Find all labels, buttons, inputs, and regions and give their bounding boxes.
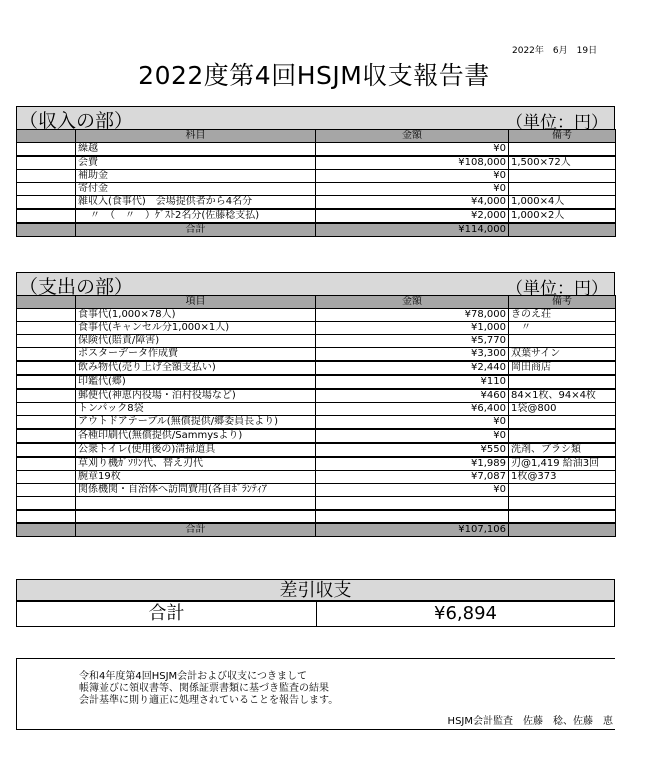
audit-line: 帳簿並びに領収書等、関係証票書類に基づき監査の結果 xyxy=(79,683,329,694)
amount-cell: ¥6,400 xyxy=(316,403,509,416)
balance-row xyxy=(17,602,614,626)
total-amount: ¥114,000 xyxy=(316,223,509,237)
item-cell: トンパック8袋 xyxy=(76,403,316,416)
item-cell: 公衆トイレ(使用後の)清掃道具 xyxy=(76,443,316,457)
expense-section-header xyxy=(16,272,615,299)
note-cell xyxy=(509,416,616,430)
income-section xyxy=(16,106,615,237)
total-label: 合計 xyxy=(76,523,316,537)
amount-cell: ¥0 xyxy=(316,183,509,196)
amount-cell: ¥1,000 xyxy=(316,322,509,335)
balance-amount: ¥6,894 xyxy=(434,603,497,624)
item-cell: 繰越 xyxy=(76,143,316,157)
item-cell: 食事代(1,000×78人) xyxy=(76,309,316,322)
item-cell: 雑収入(食事代) 会場提供者から4名分 xyxy=(76,196,316,210)
expense-section-title: （支出の部） xyxy=(19,276,134,298)
note-cell xyxy=(509,510,616,523)
note-cell xyxy=(509,375,616,389)
note-cell: 1,500×72人 xyxy=(509,156,616,170)
amount-cell xyxy=(316,497,509,510)
income-total-row xyxy=(17,223,616,237)
item-cell: 飲み物代(売り上げ全額支払い) xyxy=(76,361,316,375)
table-row xyxy=(17,143,616,157)
item-cell xyxy=(76,510,316,523)
table-row xyxy=(17,403,616,416)
audit-note xyxy=(16,658,615,730)
amount-cell: ¥0 xyxy=(316,416,509,430)
balance-label: 合計 xyxy=(17,602,317,626)
note-cell xyxy=(509,335,616,348)
report-date: 2022年 6月 19日 xyxy=(512,46,598,56)
income-section-title: （収入の部） xyxy=(19,110,134,132)
amount-cell: ¥5,770 xyxy=(316,335,509,348)
amount-cell: ¥4,000 xyxy=(316,196,509,210)
amount-cell: ¥1,989 xyxy=(316,457,509,471)
total-amount: ¥107,106 xyxy=(316,523,509,537)
amount-cell: ¥0 xyxy=(316,429,509,443)
amount-cell: ¥0 xyxy=(316,484,509,497)
table-row xyxy=(17,183,616,196)
table-row xyxy=(17,429,616,443)
amount-cell xyxy=(316,510,509,523)
note-cell: 1枚@373 xyxy=(509,471,616,484)
table-row xyxy=(17,484,616,497)
note-cell xyxy=(509,497,616,510)
expense-unit-label: （単位：円） xyxy=(506,279,608,299)
table-row xyxy=(17,196,616,210)
table-row xyxy=(17,471,616,484)
header-note: 備考 xyxy=(509,296,616,309)
item-cell: 保険代(賠責/障害) xyxy=(76,335,316,348)
table-row xyxy=(17,156,616,170)
item-cell: 郵便代(神恵内役場・泊村役場など) xyxy=(76,389,316,403)
amount-cell: ¥3,300 xyxy=(316,348,509,362)
audit-signer: HSJM会計監査 佐藤 稔、佐藤 恵 xyxy=(447,716,613,727)
table-row xyxy=(17,209,616,223)
amount-cell: ¥460 xyxy=(316,389,509,403)
item-cell: 腕章19枚 xyxy=(76,471,316,484)
item-cell: ポスターデータ作成費 xyxy=(76,348,316,362)
note-cell: 〃 xyxy=(509,322,616,335)
item-cell: 補助金 xyxy=(76,170,316,183)
amount-cell: ¥108,000 xyxy=(316,156,509,170)
table-row xyxy=(17,322,616,335)
item-cell: 寄付金 xyxy=(76,183,316,196)
item-cell: 食事代(キャンセル分1,000×1人) xyxy=(76,322,316,335)
table-row xyxy=(17,361,616,375)
item-cell: 印鑑代(郷) xyxy=(76,375,316,389)
income-unit-label: （単位：円） xyxy=(506,113,608,133)
note-cell xyxy=(509,170,616,183)
header-note: 備考 xyxy=(509,130,616,143)
income-section-header xyxy=(16,106,615,133)
item-cell: 各種印刷代(無償提供/Sammysより) xyxy=(76,429,316,443)
table-row xyxy=(17,497,616,510)
amount-cell: ¥550 xyxy=(316,443,509,457)
header-amount: 金額 xyxy=(316,130,509,143)
expense-table xyxy=(16,295,616,537)
table-row xyxy=(17,389,616,403)
balance-title: 差引収支 xyxy=(17,580,614,602)
report-title: 2022度第4回HSJM収支報告書 xyxy=(138,61,490,90)
item-cell: 関係機関・自治体へ訪問費用(各自ﾎﾞﾗﾝﾃｨｱ xyxy=(76,484,316,497)
balance-box xyxy=(16,579,615,627)
table-row xyxy=(17,309,616,322)
note-cell xyxy=(509,484,616,497)
table-row xyxy=(17,348,616,362)
note-cell: きのえ荘 xyxy=(509,309,616,322)
expense-total-row xyxy=(17,523,616,537)
item-cell: 草刈り機ｶﾞｿﾘﾝ代、替え刃代 xyxy=(76,457,316,471)
note-cell xyxy=(509,143,616,157)
amount-cell: ¥2,000 xyxy=(316,209,509,223)
table-row xyxy=(17,335,616,348)
note-cell: 双葉サイン xyxy=(509,348,616,362)
amount-cell: ¥0 xyxy=(316,170,509,183)
table-row xyxy=(17,457,616,471)
table-row xyxy=(17,170,616,183)
item-cell: 会費 xyxy=(76,156,316,170)
header-amount: 金額 xyxy=(316,296,509,309)
item-cell: 〃 （ 〃 ）ｹﾞｽﾄ2名分(佐藤稔支払) xyxy=(76,209,316,223)
expense-section xyxy=(16,272,615,537)
table-row xyxy=(17,510,616,523)
amount-cell: ¥110 xyxy=(316,375,509,389)
amount-cell: ¥7,087 xyxy=(316,471,509,484)
item-cell xyxy=(76,497,316,510)
amount-cell: ¥78,000 xyxy=(316,309,509,322)
header-item: 項目 xyxy=(76,296,316,309)
table-row xyxy=(17,443,616,457)
note-cell: 刃@1,419 給油3回 xyxy=(509,457,616,471)
note-cell xyxy=(509,183,616,196)
header-item: 科目 xyxy=(76,130,316,143)
amount-cell: ¥0 xyxy=(316,143,509,157)
audit-line: 会計基準に則り適正に処理されていることを報告します。 xyxy=(79,695,339,706)
income-table xyxy=(16,129,616,237)
note-cell: 洗剤、ブラシ類 xyxy=(509,443,616,457)
total-label: 合計 xyxy=(76,223,316,237)
note-cell: 岡田商店 xyxy=(509,361,616,375)
item-cell: アウトドアテーブル(無償提供/郷委員長より) xyxy=(76,416,316,430)
table-row xyxy=(17,416,616,430)
audit-line: 令和4年度第4回HSJM会計および収支につきまして xyxy=(79,671,307,682)
note-cell xyxy=(509,429,616,443)
note-cell: 1袋@800 xyxy=(509,403,616,416)
note-cell: 1,000×2人 xyxy=(509,209,616,223)
note-cell: 1,000×4人 xyxy=(509,196,616,210)
note-cell: 84×1枚、94×4枚 xyxy=(509,389,616,403)
amount-cell: ¥2,440 xyxy=(316,361,509,375)
table-row xyxy=(17,375,616,389)
